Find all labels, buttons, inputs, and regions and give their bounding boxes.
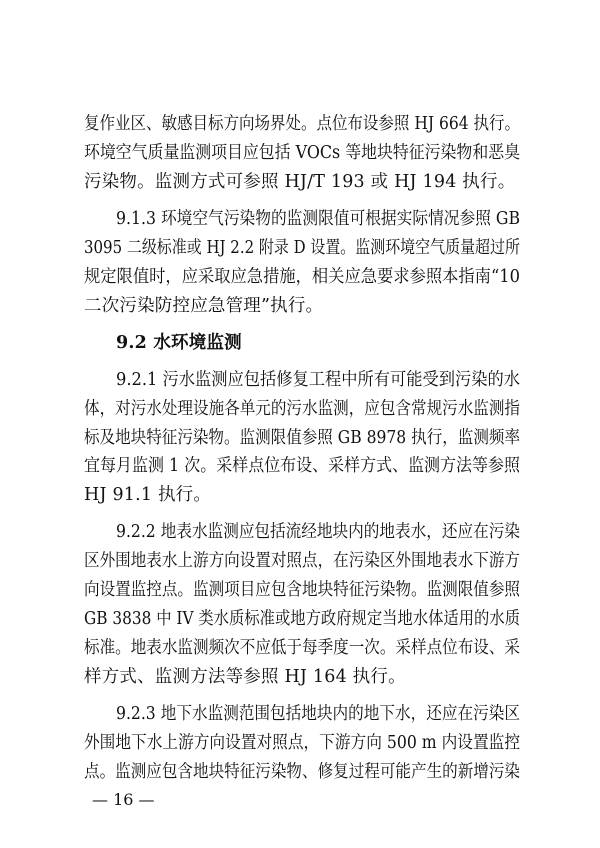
line-text: 规定限值时，应采取应急措施，相关应急要求参照本指南“10: [84, 267, 521, 287]
heading-text: 9.2 水环境监测: [116, 333, 242, 353]
line-text: 9.2.1 污水监测应包括修复工程中所有可能受到污染的水: [116, 370, 520, 390]
line-text: 9.1.3 环境空气污染物的监测限值可根据实际情况参照 GB: [116, 209, 521, 229]
line-text: 区外围地表水上游方向设置对照点，在污染区外围地表水下游方: [84, 551, 521, 571]
line-text: 标及地块特征污染物。监测限值参照 GB 8978 执行，监测频率: [84, 428, 521, 448]
line-text: HJ 91.1 执行。: [84, 485, 212, 505]
line-text: 复作业区、敏感目标方向场界处。点位布设参照 HJ 664 执行。: [84, 114, 520, 134]
line-text: 标准。地表水监测频次不应低于每季度一次。采样点位布设、采: [84, 638, 521, 658]
line-text: 体，对污水处理设施各单元的污水监测，应包含常规污水监测指: [84, 399, 521, 419]
line-text: 环境空气质量监测项目应包括 VOCs 等地块特征污染物和恶臭: [84, 143, 520, 163]
line-text: 二次污染防控应急管理”执行。: [84, 296, 324, 316]
line-text: 污染物。监测方式可参照 HJ/T 193 或 HJ 194 执行。: [84, 172, 516, 192]
line-text: 9.2.2 地表水监测应包括流经地块内的地表水，还应在污染: [116, 522, 520, 542]
page-number: — 16 —: [92, 790, 155, 809]
line-text: 向设置监控点。监测项目应包含地块特征污染物。监测限值参照: [84, 580, 521, 600]
line-text: 9.2.3 地下水监测范围包括地块内的地下水，还应在污染区: [116, 704, 520, 724]
line-text: 3095 二级标准或 HJ 2.2 附录 D 设置。监测环境空气质量超过所: [84, 238, 520, 258]
line-text: GB 3838 中 IV 类水质标准或地方政府规定当地水体适用的水质: [84, 609, 521, 629]
line-text: 宜每月监测 1 次。采样点位布设、采样方式、监测方法等参照: [84, 456, 520, 476]
line-text: 点。监测应包含地块特征污染物、修复过程可能产生的新增污染: [84, 762, 521, 782]
line-text: 样方式、监测方法等参照 HJ 164 执行。: [84, 667, 406, 687]
line-text: 外围地下水上游方向设置对照点，下游方向 500 m 内设置监控: [84, 733, 521, 753]
